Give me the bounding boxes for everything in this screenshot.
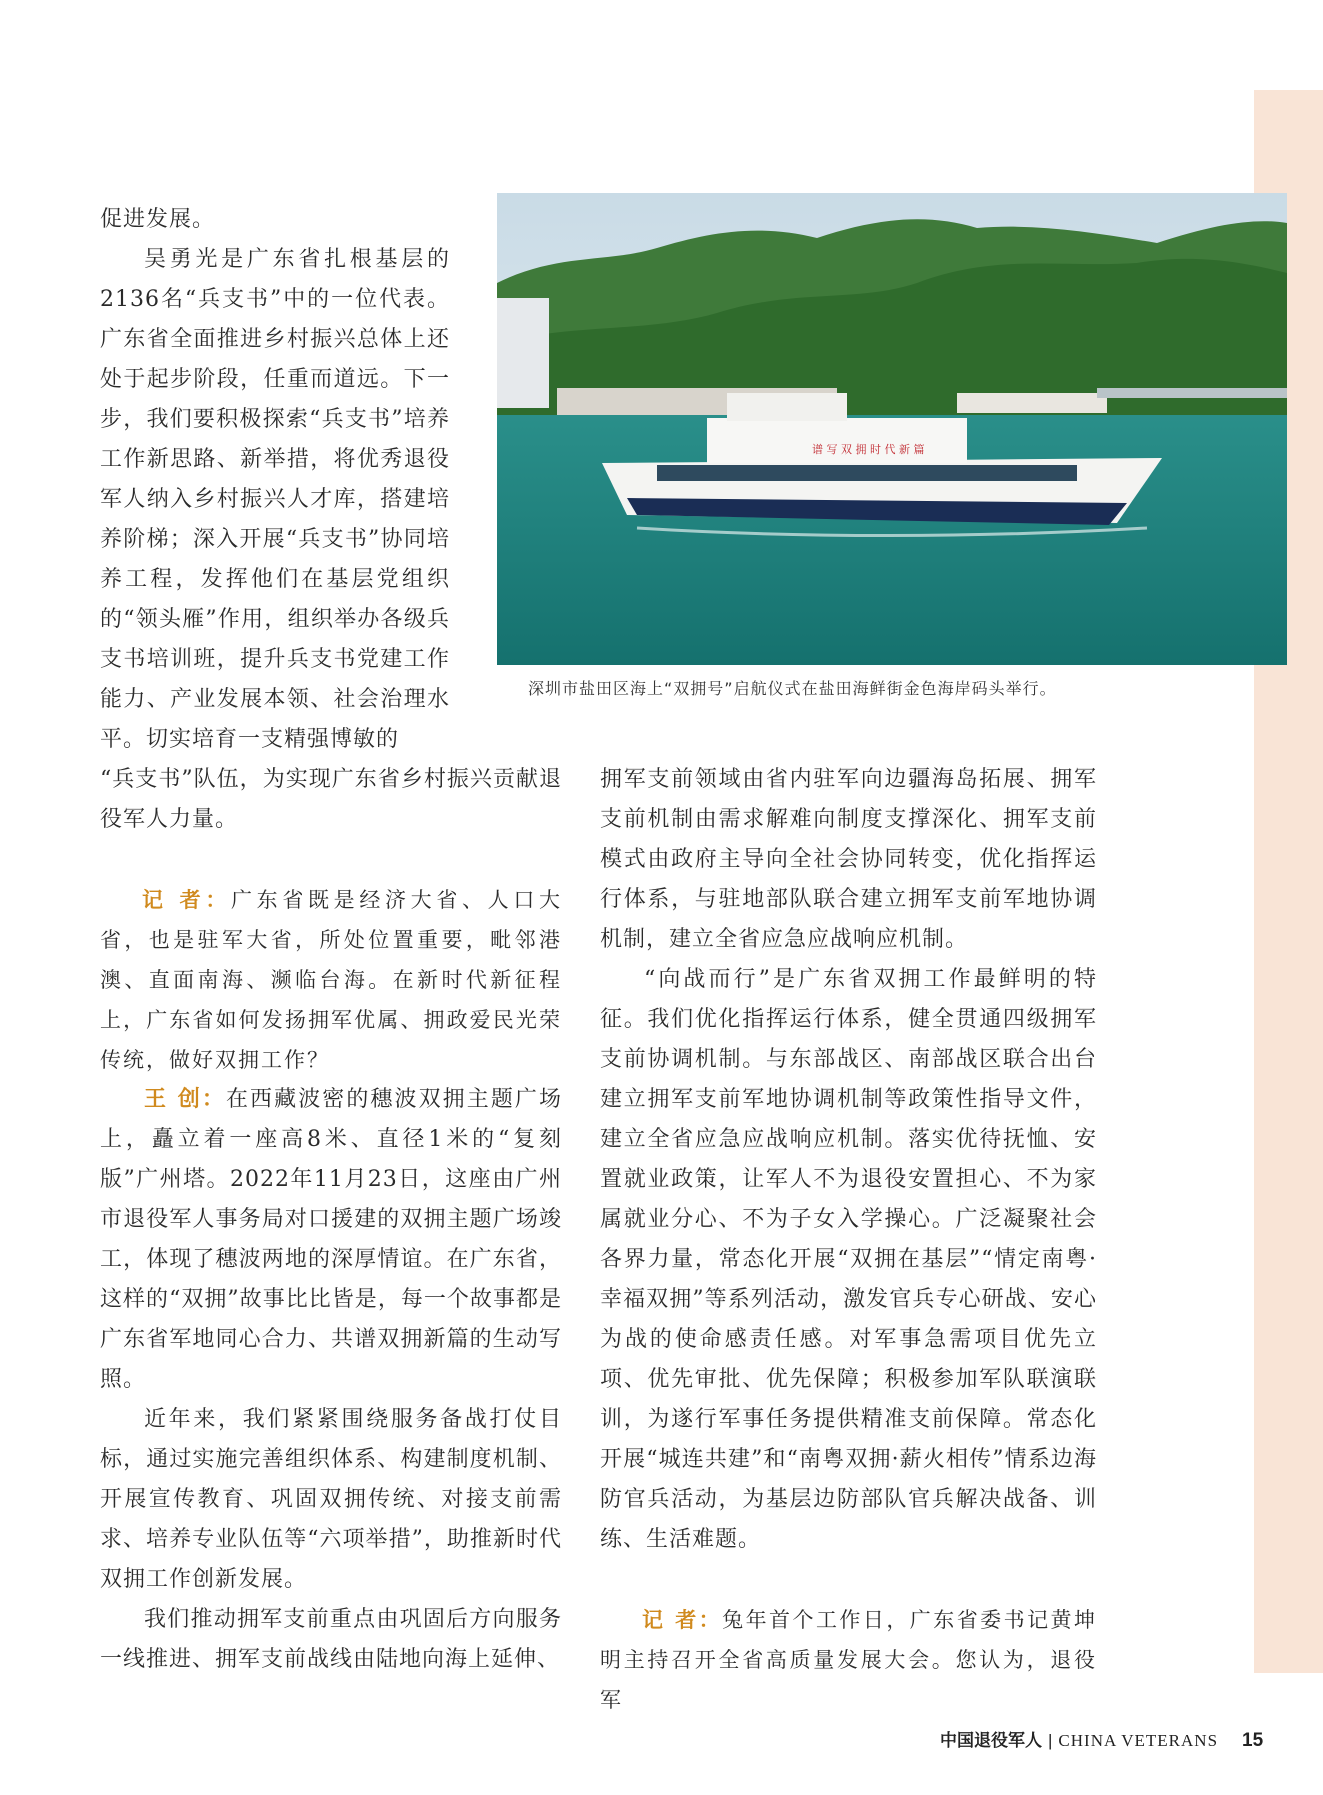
paragraph: 拥军支前领域由省内驻军向边疆海岛拓展、拥军支前机制由需求解难向制度支撑深化、拥军支前模式由政府主导向全社会协同转变，优化指挥运行体系，与驻地部队联合建立拥军支前军地协调机制，建立全省应急应战响应机制。 bbox=[600, 767, 1097, 952]
question-paragraph bbox=[100, 880, 562, 1080]
question-paragraph bbox=[600, 1600, 1097, 1720]
ferry-bridge bbox=[727, 393, 847, 421]
ferry-windows bbox=[657, 465, 1077, 481]
paragraph: 近年来，我们紧紧围绕服务备战打仗目标，通过实施完善组织体系、构建制度机制、开展宣传教育、巩固双拥传统、对接支前需求、培养专业队伍等“六项举措”，助推新时代双拥工作创新发展。 bbox=[100, 1407, 562, 1592]
footer-separator: | bbox=[1048, 1731, 1053, 1750]
photo-caption: 深圳市盐田区海上“双拥号”启航仪式在盐田海鲜街金色海岸码头举行。 bbox=[528, 679, 1057, 698]
speaker-label: 王 创： bbox=[144, 1087, 226, 1112]
page-footer bbox=[940, 1726, 1263, 1752]
paragraph: 促进发展。 bbox=[100, 207, 216, 232]
shore-buildings bbox=[957, 393, 1107, 413]
paragraph: “兵支书”队伍，为实现广东省乡村振兴贡献退役军人力量。 bbox=[100, 767, 562, 832]
question-text: 兔年首个工作日，广东省委书记黄坤明主持召开全省高质量发展大会。您认为，退役军 bbox=[600, 1608, 1097, 1712]
paragraph: 我们推动拥军支前重点由巩固后方向服务一线推进、拥军支前战线由陆地向海上延伸、 bbox=[100, 1607, 562, 1672]
tower-building bbox=[497, 298, 549, 408]
article-column-left bbox=[100, 760, 562, 1680]
speaker-label: 记 者： bbox=[642, 1608, 723, 1632]
speaker-label: 记 者： bbox=[142, 888, 231, 912]
ferry-banner-text: 谱 写 双 拥 时 代 新 篇 bbox=[812, 443, 925, 456]
article-column-right bbox=[600, 760, 1097, 1720]
page-number: 15 bbox=[1242, 1730, 1264, 1751]
answer-text: 在西藏波密的穗波双拥主题广场上，矗立着一座高8米、直径1米的“复刻版”广州塔。2022年11月23日，这座由广州市退役军人事务局对口援建的双拥主题广场竣工，体现了穗波两地的深厚情谊。在广东省，这样的“双拥”故事比比皆是，每一个故事都是广东省军地同心合力、共谱双拥新篇的生动写照。 bbox=[100, 1087, 562, 1392]
ferry-upper-deck bbox=[707, 418, 967, 463]
magazine-name-cn: 中国退役军人 bbox=[940, 1731, 1042, 1751]
paragraph: 吴勇光是广东省扎根基层的2136名“兵支书”中的一位代表。广东省全面推进乡村振兴总体上还处于起步阶段，任重而道远。下一步，我们要积极探索“兵支书”培养工作新思路、新举措，将优秀退役军人纳入乡村振兴人才库，搭建培养阶梯；深入开展“兵支书”协同培养工程，发挥他们在基层党组织的“领头雁”作用，组织举办各级兵支书培训班，提升兵支书党建工作能力、产业发展本领、社会治理水平。切实培育一支精强博敏的 bbox=[100, 247, 450, 752]
article-column-left-top bbox=[100, 200, 450, 760]
answer-paragraph bbox=[100, 1080, 562, 1400]
question-text: 广东省既是经济大省、人口大省，也是驻军大省，所处位置重要，毗邻港澳、直面南海、濒临台海。在新时代新征程上，广东省如何发扬拥军优属、拥政爱民光荣传统，做好双拥工作？ bbox=[100, 888, 562, 1072]
magazine-name-en: CHINA VETERANS bbox=[1058, 1731, 1219, 1750]
ferry-photo bbox=[497, 193, 1287, 665]
bridge bbox=[1097, 388, 1287, 398]
paragraph: “向战而行”是广东省双拥工作最鲜明的特征。我们优化指挥运行体系，健全贯通四级拥军支前协调机制。与东部战区、南部战区联合出台建立拥军支前军地协调机制等政策性指导文件，建立全省应急应战响应机制。落实优待抚恤、安置就业政策，让军人不为退役安置担心、不为家属就业分心、不为子女入学操心。广泛凝聚社会各界力量，常态化开展“双拥在基层”“情定南粤·幸福双拥”等系列活动，激发官兵专心研战、安心为战的使命感责任感。对军事急需项目优先立项、优先审批、优先保障；积极参加军队联演联训，为遂行军事任务提供精准支前保障。常态化开展“城连共建”和“南粤双拥·薪火相传”情系边海防官兵活动，为基层边防部队官兵解决战备、训练、生活难题。 bbox=[600, 967, 1097, 1552]
